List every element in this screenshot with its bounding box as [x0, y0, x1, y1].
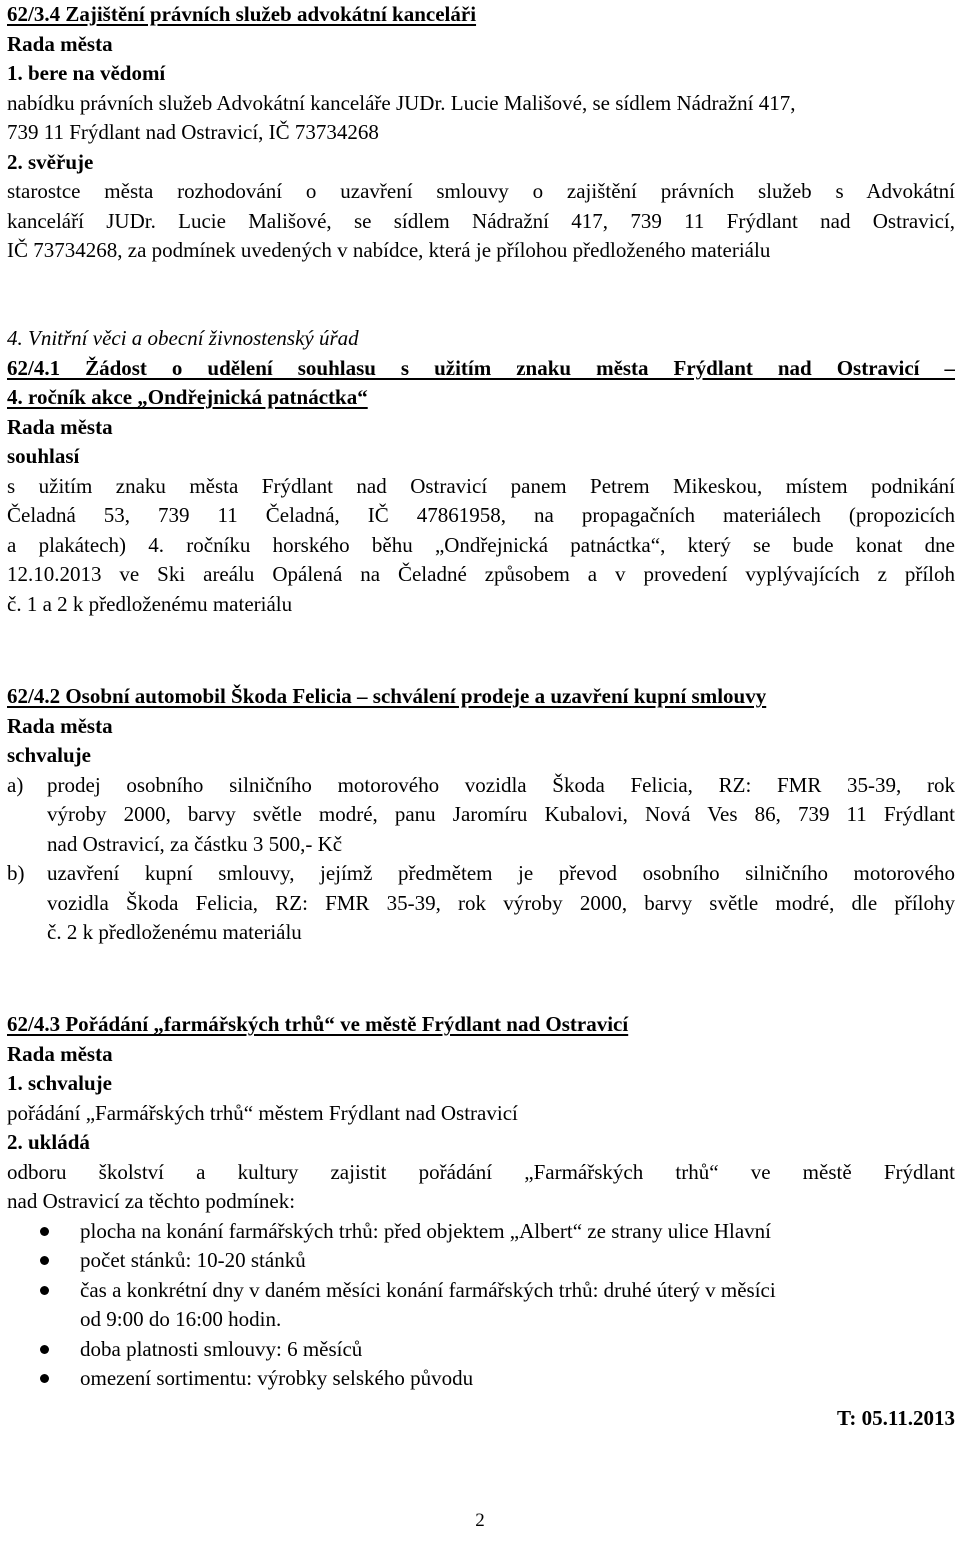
paragraph-line: starostce města rozhodování o uzavření smlouvy o zajištění právních služeb s Advokátní	[7, 179, 955, 203]
resolution-62-3-4	[7, 0, 955, 266]
bullet-text: omezení sortimentu: výrobky selského původu	[80, 1366, 474, 1390]
paragraph-line: 12.10.2013 ve Ski areálu Opálená na Čeladné způsobem a v provedení vyplývajících z příloh	[7, 562, 955, 586]
paragraph-line: prodej osobního silničního motorového vozidla Škoda Felicia, RZ: FMR 35-39, rok	[47, 772, 955, 797]
point-label: 1. bere na vědomí	[7, 61, 166, 85]
point-label: 2. svěřuje	[7, 149, 94, 174]
list-item	[7, 859, 955, 948]
paragraph-line: uzavření kupní smlouvy, jejímž předmětem je převod osobního silničního motorového	[47, 861, 955, 885]
paragraph-line: nabídku právních služeb Advokátní kanceláře JUDr. Lucie Mališové, se sídlem Nádražní 417,	[7, 90, 796, 115]
bullet-item	[7, 1276, 955, 1306]
item-label: a)	[7, 772, 24, 797]
bullet-icon	[40, 1227, 49, 1236]
bullet-icon	[40, 1345, 49, 1354]
item-label: b)	[7, 861, 25, 885]
bullet-text-continuation: od 9:00 do 16:00 hodin.	[80, 1307, 282, 1331]
paragraph-line: IČ 73734268, za podmínek uvedených v nabídce, která je přílohou předloženého materiálu	[7, 238, 771, 262]
bullet-item	[7, 1364, 955, 1394]
resolution-heading: 62/4.3 Pořádání „farmářských trhů“ ve městě Frýdlant nad Ostravicí	[7, 1012, 629, 1036]
paragraph-line: nad Ostravicí za těchto podmínek:	[7, 1189, 296, 1213]
verb-label: souhlasí	[7, 444, 80, 468]
point-label: 2. ukládá	[7, 1130, 90, 1154]
resolution-heading: 4. ročník akce „Ondřejnická patnáctka“	[7, 385, 368, 409]
bullet-text: doba platnosti smlouvy: 6 měsíců	[80, 1336, 363, 1361]
paragraph-line: odboru školství a kultury zajistit pořádání „Farmářských trhů“ ve městě Frýdlant	[7, 1159, 955, 1184]
paragraph-line: s užitím znaku města Frýdlant nad Ostravicí panem Petrem Mikeskou, místem podnikání	[7, 473, 955, 498]
paragraph-line: Čeladná 53, 739 11 Čeladná, IČ 47861958, na propagačních materiálech (propozicích	[7, 503, 955, 527]
bullet-icon	[40, 1374, 49, 1383]
verb-label: schvaluje	[7, 743, 91, 767]
resolution-62-4-2	[7, 682, 955, 948]
bullet-text: plocha na konání farmářských trhů: před objektem „Albert“ ze strany ulice Hlavní	[80, 1218, 771, 1243]
bullet-item	[7, 1335, 955, 1365]
body-label: Rada města	[7, 31, 113, 56]
paragraph-line: a plakátech) 4. ročníku horského běhu „Ondřejnická patnáctka“, který se bude konat dne	[7, 532, 955, 557]
page-number: 2	[475, 1510, 485, 1531]
section-title: 4. Vnitřní věci a obecní živnostenský úřad	[7, 326, 359, 350]
body-label: Rada města	[7, 713, 113, 738]
body-label: Rada města	[7, 1041, 113, 1066]
paragraph-line: 739 11 Frýdlant nad Ostravicí, IČ 73734268	[7, 120, 379, 144]
resolution-heading: 62/4.1 Žádost o udělení souhlasu s užitím znaku města Frýdlant nad Ostravicí –	[7, 355, 955, 380]
list-item	[7, 771, 955, 860]
body-label: Rada města	[7, 414, 113, 439]
resolution-62-4-3	[7, 1010, 955, 1394]
bullet-item	[7, 1246, 955, 1276]
paragraph-line: č. 1 a 2 k předloženému materiálu	[7, 591, 293, 616]
paragraph-line: pořádání „Farmářských trhů“ městem Frýdlant nad Ostravicí	[7, 1100, 518, 1125]
bullet-icon	[40, 1286, 49, 1295]
resolution-heading: 62/3.4 Zajištění právních služeb advokátní kanceláři	[7, 2, 477, 26]
paragraph-line: nad Ostravicí, za částku 3 500,- Kč	[47, 831, 343, 856]
resolution-heading: 62/4.2 Osobní automobil Škoda Felicia – schválení prodeje a uzavření kupní smlouvy	[7, 684, 767, 708]
paragraph-line: č. 2 k předloženému materiálu	[47, 920, 302, 944]
bullet-icon	[40, 1256, 49, 1265]
deadline: T: 05.11.2013	[836, 1406, 955, 1430]
bullet-text: počet stánků: 10-20 stánků	[80, 1248, 306, 1272]
paragraph-line: vozidla Škoda Felicia, RZ: FMR 35-39, rok výroby 2000, barvy světle modré, dle přílohy	[47, 890, 955, 915]
resolution-62-4-1	[7, 324, 955, 619]
bullet-item	[7, 1217, 955, 1247]
paragraph-line: výroby 2000, barvy světle modré, panu Jaromíru Kubalovi, Nová Ves 86, 739 11 Frýdlant	[47, 802, 955, 826]
paragraph-line: kanceláří JUDr. Lucie Mališové, se sídlem Nádražní 417, 739 11 Frýdlant nad Ostravicí,	[7, 208, 955, 233]
point-label: 1. schvaluje	[7, 1071, 112, 1095]
bullet-text: čas a konkrétní dny v daném měsíci konání farmářských trhů: druhé úterý v měsíci	[80, 1277, 776, 1302]
